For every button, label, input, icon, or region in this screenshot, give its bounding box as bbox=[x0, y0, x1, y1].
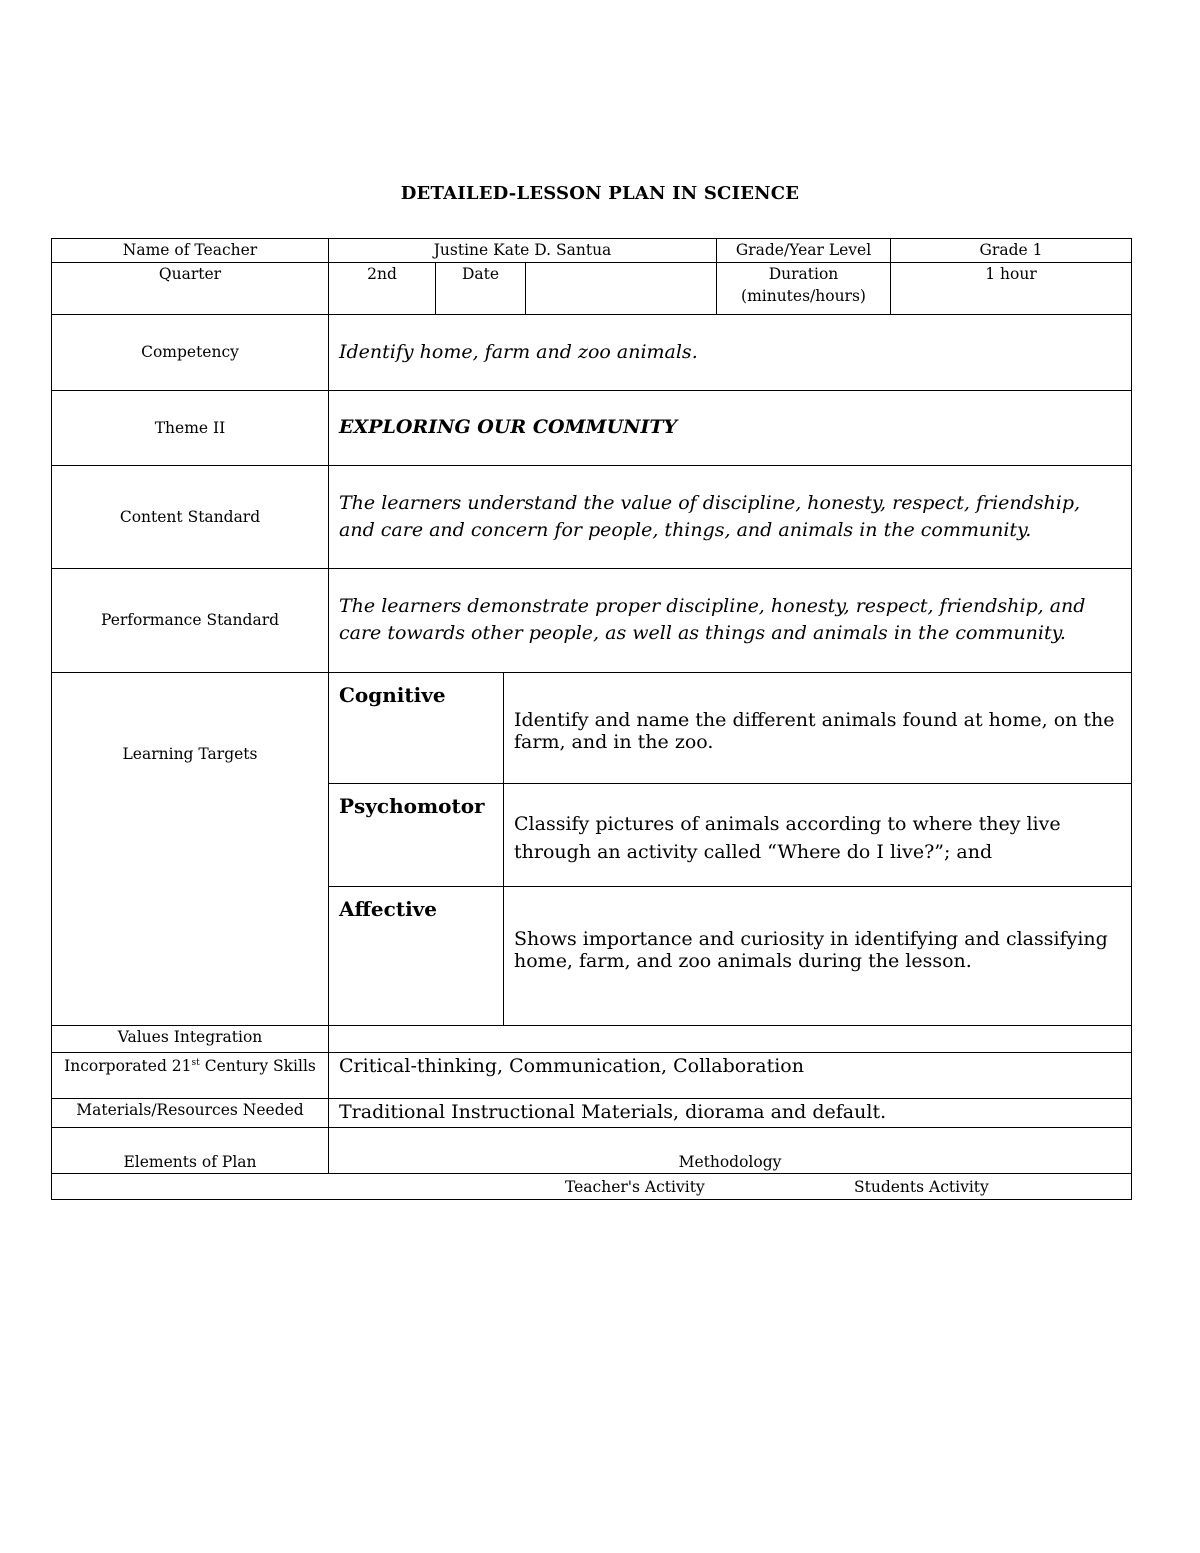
affective-label: Affective bbox=[329, 886, 504, 1025]
theme-value: EXPLORING OUR COMMUNITY bbox=[329, 390, 1132, 465]
materials-value: Traditional Instructional Materials, diorama and default. bbox=[329, 1098, 1132, 1127]
psychomotor-label: Psychomotor bbox=[329, 783, 504, 886]
content-standard-label: Content Standard bbox=[52, 465, 329, 568]
theme-label: Theme II bbox=[52, 390, 329, 465]
skills-label bbox=[52, 1052, 329, 1098]
affective-value: Shows importance and curiosity in identifying and classifying home, farm, and zoo animals during the lesson. bbox=[504, 886, 1132, 1025]
skills-label-post: Century Skills bbox=[199, 1056, 316, 1075]
duration-label-line2: (minutes/hours) bbox=[741, 287, 866, 305]
content-standard-value: The learners understand the value of discipline, honesty, respect, friendship, and care and concern for people, things, and animals in the community. bbox=[329, 465, 1132, 568]
learning-targets-label: Learning Targets bbox=[52, 672, 329, 1025]
duration-label bbox=[717, 263, 891, 315]
skills-label-sup: st bbox=[191, 1057, 200, 1068]
lesson-plan-document bbox=[51, 238, 1131, 1200]
methodology-label: Methodology bbox=[329, 1127, 1132, 1173]
skills-value: Critical-thinking, Communication, Collaboration bbox=[329, 1052, 1132, 1098]
quarter-value: 2nd bbox=[329, 263, 436, 315]
date-label: Date bbox=[436, 263, 526, 315]
main-table bbox=[51, 314, 1132, 1200]
elements-of-plan-label: Elements of Plan bbox=[52, 1127, 329, 1173]
quarter-label: Quarter bbox=[52, 263, 329, 315]
document-title: DETAILED-LESSON PLAN IN SCIENCE bbox=[400, 183, 800, 204]
duration-value: 1 hour bbox=[891, 263, 1132, 315]
performance-standard-label: Performance Standard bbox=[52, 568, 329, 672]
psychomotor-value: Classify pictures of animals according to where they live through an activity called “Where do I live?”; and bbox=[504, 783, 1132, 886]
date-value bbox=[526, 263, 717, 315]
duration-label-line1: Duration bbox=[768, 265, 839, 283]
cognitive-label: Cognitive bbox=[329, 672, 504, 783]
materials-label: Materials/Resources Needed bbox=[52, 1098, 329, 1127]
cognitive-value: Identify and name the different animals found at home, on the farm, and in the zoo. bbox=[504, 672, 1132, 783]
teacher-activity-header: Teacher's Activity bbox=[565, 1177, 705, 1196]
header-table bbox=[51, 238, 1132, 315]
grade-level-label: Grade/Year Level bbox=[717, 239, 891, 263]
grade-level-value: Grade 1 bbox=[891, 239, 1132, 263]
performance-standard-value: The learners demonstrate proper discipline, honesty, respect, friendship, and care towards other people, as well as things and animals in the community. bbox=[329, 568, 1132, 672]
skills-label-pre: Incorporated 21 bbox=[64, 1056, 192, 1075]
values-integration-value bbox=[329, 1025, 1132, 1052]
competency-label: Competency bbox=[52, 314, 329, 390]
competency-value: Identify home, farm and zoo animals. bbox=[329, 314, 1132, 390]
activities-row bbox=[52, 1173, 1132, 1199]
teacher-name-label: Name of Teacher bbox=[52, 239, 329, 263]
students-activity-header: Students Activity bbox=[854, 1177, 989, 1196]
teacher-name-value: Justine Kate D. Santua bbox=[329, 239, 717, 263]
values-integration-label: Values Integration bbox=[52, 1025, 329, 1052]
